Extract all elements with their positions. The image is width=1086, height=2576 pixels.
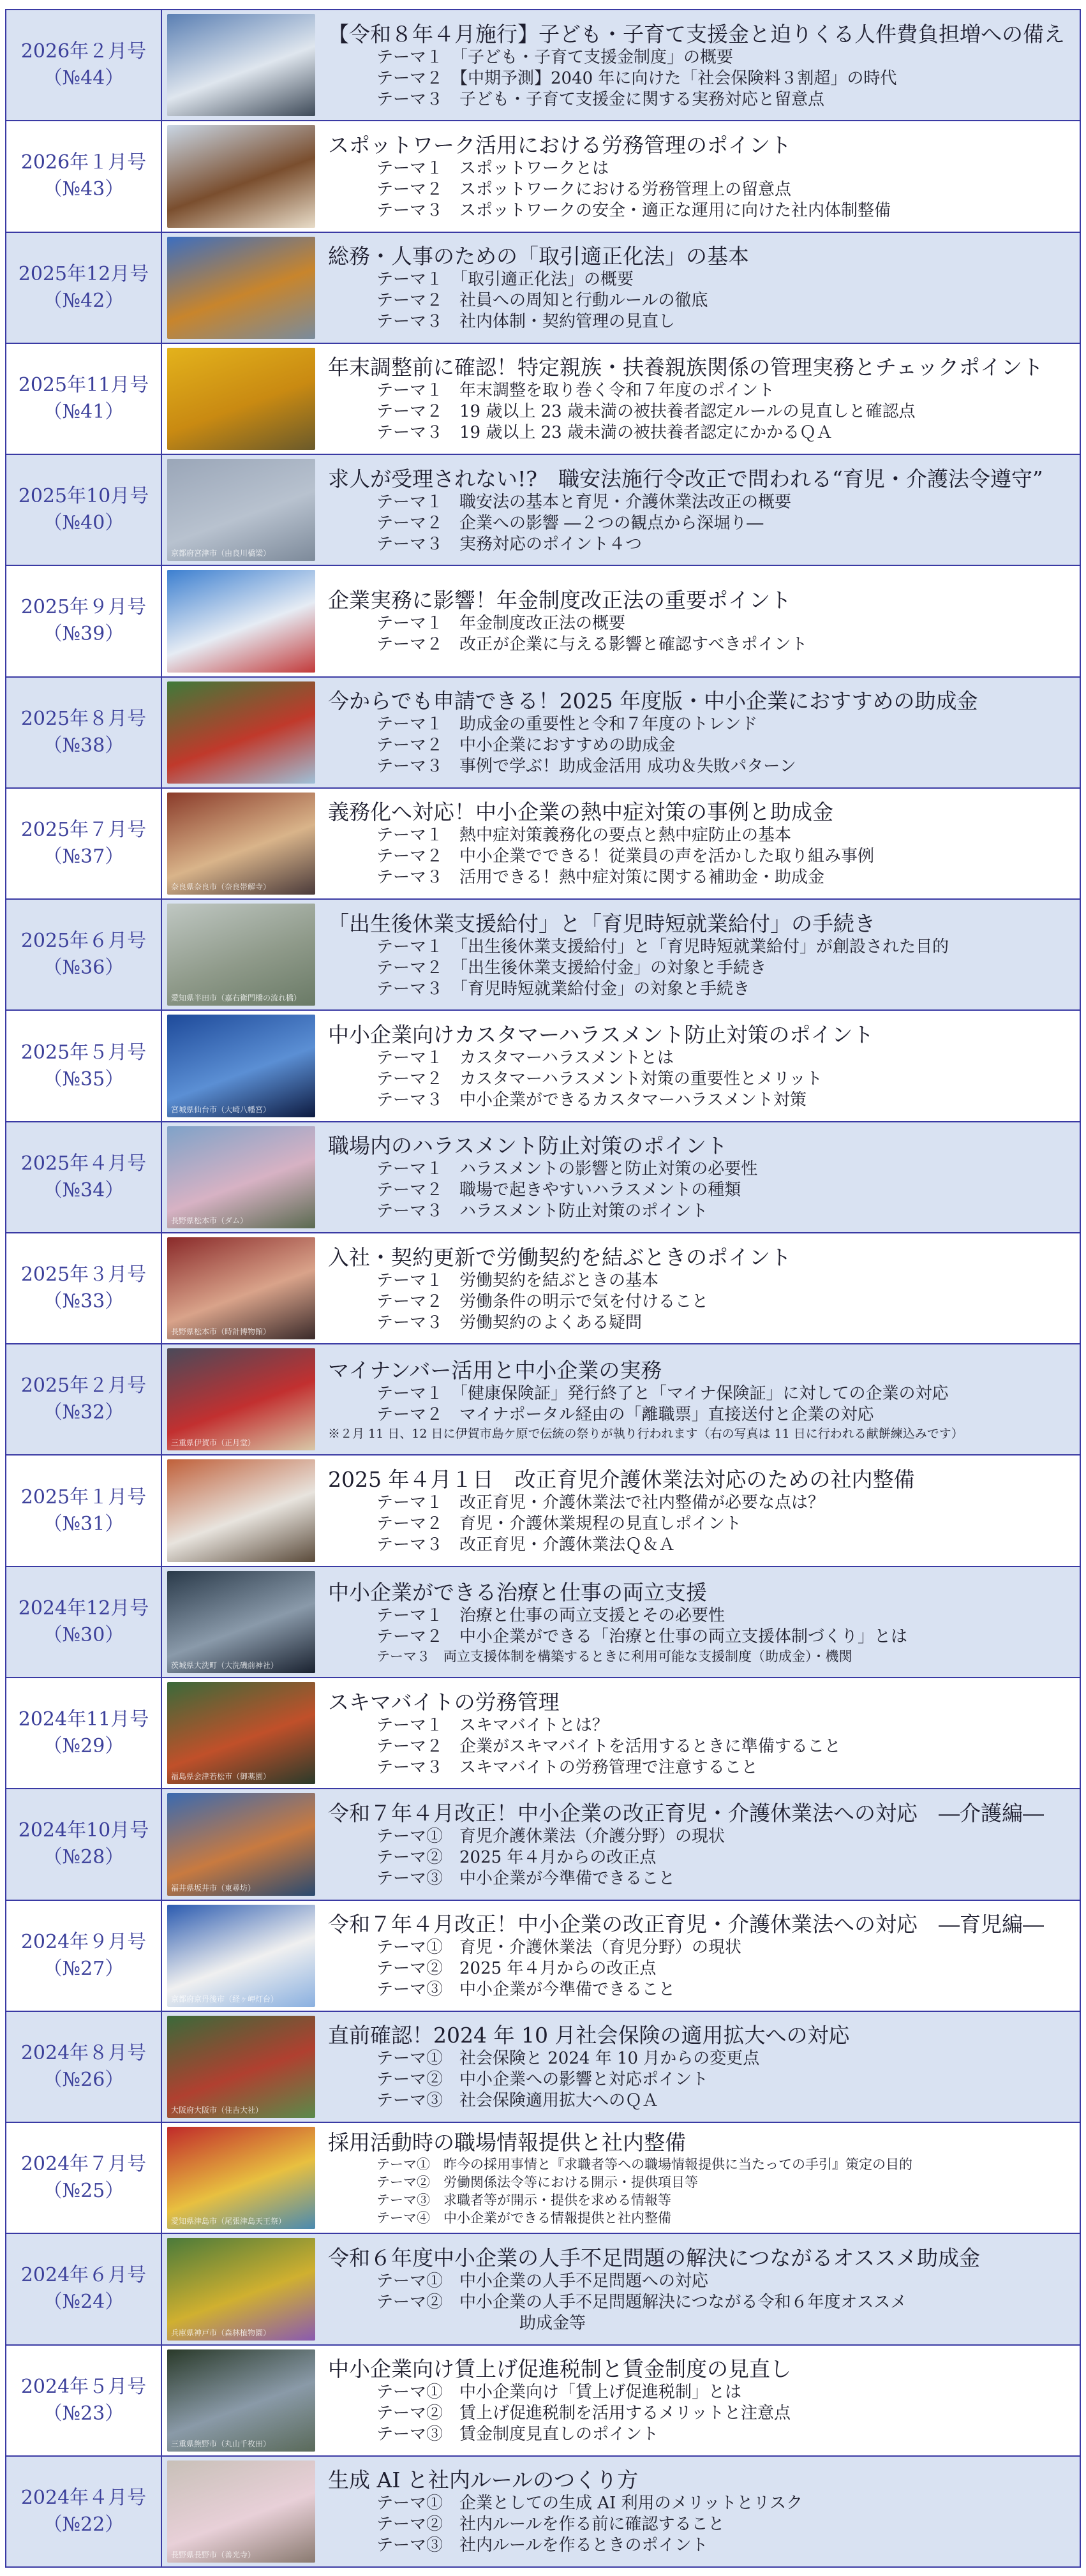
issue-row [6,454,1080,565]
issue-number: （№41） [43,400,124,423]
theme-item: テーマ３ 実務対応のポイント４つ [376,534,643,554]
theme-item: テーマ１ ハラスメントの影響と防止対策の必要性 [376,1159,758,1179]
theme-list [328,1826,1073,1889]
issue-date-cell [6,344,162,454]
issue-month: 2024年５月号 [20,2375,147,2398]
issue-number: （№36） [43,957,124,979]
thumbnail-cell [162,344,320,454]
content-cell [320,1011,1080,1120]
theme-item: テーマ２ 中小企業でできる！従業員の声を活かした取り組み事例 [376,847,875,867]
issue-month: 2024年６月号 [20,2264,147,2287]
thumbnail-cell [162,2346,320,2455]
theme-list [328,714,1073,777]
theme-item: テーマ１ スポットワークとは [376,158,609,178]
issue-date-cell [6,2457,162,2566]
theme-item: テーマ２ 【中期予測】2040 年に向けた「社会保険料３割超」の時代 [376,68,897,88]
issue-month: 2025年２月号 [20,1374,147,1397]
issue-title: 【令和８年４月施行】子ども・子育て支援金と迫りくる人件費負担増への備え [328,21,1065,47]
issue-number: （№34） [43,1179,124,1202]
photo-caption: 愛知県津島市（尾張津島天王祭） [171,2217,286,2226]
issue-date-cell [6,2012,162,2122]
theme-item: テーマ１ カスタマーハラスメントとは [376,1048,674,1068]
theme-item: テーマ２ 「出生後休業支援給付金」の対象と手続き [376,958,767,978]
photo-city-autumn [167,237,315,339]
photo-caption: 福島県会津若松市（御薬園） [171,1772,271,1782]
theme-item: テーマ③ 中小企業が今準備できること [376,1980,676,2000]
photo-lanterns [167,793,315,895]
theme-item: テーマ② 中小企業への影響と対応ポイント [376,2070,709,2090]
issue-date-cell [6,1233,162,1343]
issue-title: 総務・人事のための「取引適正化法」の基本 [328,244,749,269]
photo-river-bridge [167,904,315,1006]
content-cell [320,455,1080,565]
thumbnail-cell [162,566,320,676]
issue-number: （№33） [43,1290,124,1313]
issue-row [6,120,1080,231]
thumbnail-cell [162,121,320,231]
theme-item: テーマ２ スポットワークにおける労務管理上の留意点 [376,179,792,199]
theme-item: テーマ③ 社内ルールを作るときのポイント [376,2536,708,2556]
issue-month: 2024年８月号 [20,2041,147,2064]
issue-number: （№24） [43,2291,124,2314]
issue-month: 2025年12月号 [18,262,149,285]
thumbnail-cell [162,455,320,565]
photo-bridge-sea [167,459,315,561]
thumbnail-cell [162,2234,320,2344]
issue-title: 企業実務に影響！年金制度改正法の重要ポイント [328,588,791,613]
issue-date-cell [6,1122,162,1232]
theme-item: テーマ２ 労働条件の明示で気を付けること [376,1292,709,1311]
thumbnail-cell [162,1344,320,1454]
photo-caption: 長野県松本市（時計博物館） [171,1327,271,1337]
photo-caption: 宮城県仙台市（大崎八幡宮） [171,1105,271,1114]
issue-date-cell [6,2346,162,2455]
theme-item: テーマ１ 治療と仕事の両立支援とその必要性 [376,1605,725,1625]
issue-date-cell [6,1901,162,2011]
theme-item: テーマ１ 熱中症対策義務化の要点と熱中症防止の基本 [376,826,792,845]
photo-lake-sakura [167,1126,315,1228]
theme-list [328,1715,1073,1778]
theme-item: テーマ２ 中小企業におすすめの助成金 [376,736,676,756]
theme-item: テーマ１ 「子ども・子育て支援金制度」の概要 [376,47,734,67]
theme-item: テーマ① 育児介護休業法（介護分野）の現状 [376,1826,725,1846]
theme-item: テーマ２ 育児・介護休業規程の見直しポイント [376,1514,742,1534]
photo-red-gate [167,681,315,784]
issue-month: 2025年５月号 [20,1041,147,1064]
photo-hina-dolls [167,1237,315,1339]
photo-shrine-snow [167,1459,315,1561]
issue-date-cell [6,566,162,676]
theme-item: テーマ３ 両立支援体制を構築するときに利用可能な支援制度（助成金）・機関 [376,1648,852,1664]
theme-item: テーマ２ 中小企業ができる「治療と仕事の両立支援体制づくり」とは [376,1627,908,1646]
thumbnail-cell [162,1789,320,1899]
content-cell [320,1233,1080,1343]
theme-list [328,1937,1073,2000]
issue-number: （№25） [43,2180,124,2203]
issue-date-cell [6,455,162,565]
theme-list [328,2271,1073,2334]
issue-title: 直前確認！2024 年 10 月社会保険の適用拡大への対応 [328,2023,850,2048]
issue-number: （№42） [43,289,124,312]
thumbnail-cell [162,2457,320,2566]
photo-caption: 長野県松本市（ダム） [171,1216,248,1225]
issue-month: 2025年９月号 [20,596,147,619]
thumbnail-cell [162,1678,320,1788]
thumbnail-cell [162,789,320,898]
theme-item: テーマ３ スキマバイトの労務管理で注意すること [376,1757,758,1777]
content-cell [320,2012,1080,2122]
issue-number: （№37） [43,845,124,868]
issue-month: 2024年９月号 [20,1930,147,1953]
theme-list [328,1159,1073,1222]
photo-caption: 兵庫県神戸市（森林植物園） [171,2328,271,2337]
issue-date-cell [6,1789,162,1899]
theme-list [328,2155,1073,2227]
thumbnail-cell [162,2123,320,2233]
content-cell [320,1344,1080,1454]
issue-title: 令和６年度中小企業の人手不足問題の解決につながるオススメ助成金 [328,2245,981,2270]
issue-month: 2024年11月号 [18,1708,149,1731]
theme-list [328,825,1073,888]
photo-sky-sun [167,1015,315,1117]
issue-title: 「出生後休業支援給付」と「育児時短就業給付」の手続き [328,911,875,936]
theme-item: テーマ２ 職場で起きやすいハラスメントの種類 [376,1180,741,1200]
photo-caption: 福井県坂井市（東尋坊） [171,1883,256,1893]
issue-row [6,565,1080,676]
issue-number: （№44） [43,67,124,90]
theme-item: テーマ① 育児・介護休業法（育児分野）の現状 [376,1938,742,1958]
content-cell [320,1567,1080,1677]
theme-item: テーマ１ 年金制度改正法の概要 [376,614,626,634]
thumbnail-cell [162,1567,320,1677]
issue-date-cell [6,121,162,231]
issue-month: 2025年10月号 [18,485,149,508]
photo-caption: 大阪府大阪市（住吉大社） [171,2106,264,2115]
theme-list [328,613,1073,655]
issue-month: 2025年11月号 [18,373,149,396]
content-cell [320,2457,1080,2566]
theme-item: テーマ３ 労働契約のよくある疑問 [376,1313,643,1332]
content-cell [320,121,1080,231]
theme-list [328,1383,1073,1426]
issue-title: 中小企業向けカスタマーハラスメント防止対策のポイント [328,1022,874,1048]
issue-number: （№23） [43,2402,124,2425]
content-cell [320,566,1080,676]
photo-rice-terrace [167,2349,315,2452]
issue-date-cell [6,1678,162,1788]
theme-list [328,1048,1073,1111]
issue-number: （№43） [43,178,124,201]
thumbnail-cell [162,1233,320,1343]
issue-row [6,787,1080,898]
theme-item: テーマ③ 求職者等が開示・提供を求める情報等 [376,2193,671,2208]
theme-item: テーマ２ 改正が企業に与える影響と確認すべきポイント [376,635,808,655]
issue-month: 2025年８月号 [20,707,147,730]
thumbnail-cell [162,1456,320,1565]
theme-item: テーマ２ カスタマーハラスメント対策の重要性とメリット [376,1069,822,1089]
issue-row [6,2122,1080,2233]
theme-list [328,2382,1073,2445]
theme-item: テーマ② 2025 年４月からの改正点 [376,1959,657,1979]
photo-shrine-gate [167,125,315,227]
issue-month: 2025年６月号 [20,930,147,953]
issue-row [6,1788,1080,1899]
issue-title: 中小企業ができる治療と仕事の両立支援 [328,1579,707,1605]
issue-title: 求人が受理されない!? 職安法施行令改正で問われる“育児・介護法令遵守” [328,466,1043,491]
issue-number: （№31） [43,1512,124,1535]
issue-row [6,2011,1080,2122]
issue-title: 令和７年４月改正！中小企業の改正育児・介護休業法への対応 ―育児編― [328,1912,1044,1937]
issue-title: スキマバイトの労務管理 [328,1689,560,1715]
issue-row [6,1900,1080,2011]
issue-month: 2024年７月号 [20,2153,147,2176]
issue-number: （№26） [43,2068,124,2091]
issue-number: （№39） [43,623,124,646]
theme-item: テーマ３ 改正育児・介護休業法Ｑ＆Ａ [376,1535,676,1555]
theme-item: テーマ１ 「健康保険証」発行終了と「マイナ保険証」に対しての企業の対応 [376,1384,949,1404]
issue-row [6,2233,1080,2344]
issue-date-cell [6,678,162,787]
theme-item: テーマ２ 社員への周知と行動ルールの徹底 [376,291,708,311]
photo-festival [167,1348,315,1450]
photo-caption: 長野県長野市（善光寺） [171,2550,256,2560]
theme-list [328,1270,1073,1334]
issue-number: （№27） [43,1957,124,1980]
theme-list [328,937,1073,1000]
photo-flowers [167,2238,315,2340]
theme-list [328,2048,1073,2111]
theme-item: テーマ１ 「出生後休業支援給付」と「育児時短就業給付」が創設された目的 [376,937,949,957]
photo-caption: 京都府京丹後市（経ヶ岬灯台） [171,1994,279,2004]
theme-item: テーマ２ 19 歳以上 23 歳未満の被扶養者認定ルールの見直しと確認点 [376,402,916,422]
issue-title: 中小企業向け賃上げ促進税制と賃金制度の見直し [328,2356,791,2382]
issue-row [6,1677,1080,1788]
issue-date-cell [6,789,162,898]
photo-caption: 三重県伊賀市（正月堂） [171,1438,256,1448]
photo-autumn-garden [167,1682,315,1784]
theme-item: テーマ１ 職安法の基本と育児・介護休業法改正の概要 [376,492,792,512]
issue-row [6,676,1080,787]
content-cell [320,1456,1080,1565]
issue-number: （№30） [43,1623,124,1646]
theme-item: テーマ② 社内ルールを作る前に確認すること [376,2515,725,2535]
issue-row [6,2344,1080,2455]
issue-number: （№29） [43,1735,124,1758]
issue-number: （№40） [43,512,124,535]
issue-title: 2025 年４月１日 改正育児介護休業法対応のための社内整備 [328,1467,915,1493]
theme-item: テーマ① 社会保険と 2024 年 10 月からの変更点 [376,2049,760,2069]
issue-title: 令和７年４月改正！中小企業の改正育児・介護休業法への対応 ―介護編― [328,1800,1044,1826]
issue-row [6,1343,1080,1454]
photo-cherry-town [167,2461,315,2563]
theme-list [328,380,1073,443]
issue-number: （№32） [43,1401,124,1424]
thumbnail-cell [162,2012,320,2122]
theme-list [328,1493,1073,1556]
content-cell [320,1678,1080,1788]
issue-number: （№22） [43,2513,124,2536]
theme-item: テーマ２ 企業への影響 ―２つの観点から深堀り― [376,513,764,533]
theme-item: テーマ３ ハラスメント防止対策のポイント [376,1202,708,1221]
issue-title: 年末調整前に確認！特定親族・扶養親族関係の管理実務とチェックポイント [328,355,1044,380]
theme-item: テーマ① 昨今の採用事情と『求職者等への職場情報提供に当たっての手引』策定の目的 [376,2157,912,2173]
content-cell [320,678,1080,787]
theme-list [328,2493,1073,2556]
photo-clouds-mountain [167,1571,315,1673]
issue-date-cell [6,900,162,1009]
theme-item: テーマ１ スキマバイトとは？ [376,1715,609,1735]
theme-item: テーマ② 中小企業の人手不足問題解決につながる令和６年度オススメ 助成金等 [376,2292,907,2333]
thumbnail-cell [162,678,320,787]
content-cell [320,2123,1080,2233]
photo-caption: 愛知県半田市（嘉右衛門橋の流れ橋） [171,994,302,1003]
photo-arch-bridge [167,2016,315,2118]
theme-item: テーマ３ 活用できる！熱中症対策に関する補助金・助成金 [376,868,825,888]
photo-caption: 奈良県奈良市（奈良帯解寺） [171,882,271,892]
content-cell [320,1789,1080,1899]
theme-item: テーマ③ 社会保険適用拡大へのＱＡ [376,2091,659,2111]
theme-item: テーマ３ 「育児時短就業給付金」の対象と手続き [376,979,750,999]
issue-title: 職場内のハラスメント防止対策のポイント [328,1133,728,1159]
theme-item: テーマ２ マイナポータル経由の「離職票」直接送付と企業の対応 [376,1405,874,1425]
issue-row [6,232,1080,343]
content-cell [320,789,1080,898]
theme-list [328,269,1073,332]
issue-title: 生成 AI と社内ルールのつくり方 [328,2468,639,2493]
content-cell [320,233,1080,343]
photo-coast [167,1793,315,1895]
thumbnail-cell [162,233,320,343]
issue-date-cell [6,10,162,120]
issue-title: マイナンバー活用と中小企業の実務 [328,1358,662,1383]
content-cell [320,1122,1080,1232]
issue-date-cell [6,1011,162,1120]
issue-number: （№28） [43,1846,124,1869]
photo-ginkgo [167,348,315,450]
issue-number: （№38） [43,734,124,757]
issue-row [6,343,1080,454]
issue-date-cell [6,2123,162,2233]
theme-item: テーマ３ スポットワークの安全・適正な運用に向けた社内体制整備 [376,200,891,220]
issue-date-cell [6,2234,162,2344]
issue-row [6,2455,1080,2566]
issue-month: 2025年７月号 [20,818,147,841]
theme-list [328,158,1073,221]
content-cell [320,2234,1080,2344]
issue-month: 2025年４月号 [20,1152,147,1175]
photo-mountain-snow [167,14,315,116]
theme-item: テーマ３ 中小企業ができるカスタマーハラスメント対策 [376,1091,807,1110]
issue-table [5,9,1081,2568]
photo-caption: 茨城県大洗町（大洗磯前神社） [171,1660,279,1670]
issue-number: （№35） [43,1068,124,1091]
theme-item: テーマ１ 改正育児・介護休業法で社内整備が必要な点は？ [376,1493,825,1513]
theme-item: テーマ② 2025 年４月からの改正点 [376,1847,657,1867]
issue-date-cell [6,233,162,343]
issue-row [6,1454,1080,1565]
theme-item: テーマ③ 賃金制度見直しのポイント [376,2425,659,2445]
photo-caption: 京都府宮津市（由良川橋梁） [171,549,271,558]
photo-daruma [167,570,315,672]
content-cell [320,2346,1080,2455]
issue-title: スポットワーク活用における労務管理のポイント [328,132,791,158]
issue-row [6,10,1080,120]
issue-month: 2025年１月号 [20,1485,147,1508]
thumbnail-cell [162,10,320,120]
issue-month: 2024年12月号 [18,1597,149,1619]
theme-item: テーマ３ 子ども・子育て支援金に関する実務対応と留意点 [376,89,825,109]
issue-date-cell [6,1567,162,1677]
issue-title: 入社・契約更新で労働契約を結ぶときのポイント [328,1244,791,1270]
thumbnail-cell [162,1901,320,2011]
theme-item: テーマ１ 労働契約を結ぶときの基本 [376,1270,659,1290]
content-cell [320,900,1080,1009]
theme-list [328,492,1073,555]
thumbnail-cell [162,1011,320,1120]
issue-row [6,1121,1080,1232]
issue-month: 2026年１月号 [20,151,147,174]
issue-date-cell [6,1456,162,1565]
theme-item: テーマ１ 年末調整を取り巻く令和７年度のポイント [376,381,775,401]
theme-item: テーマ３ 事例で学ぶ！助成金活用 成功＆失敗パターン [376,757,796,777]
issue-row [6,1009,1080,1120]
issue-row [6,1566,1080,1677]
content-cell [320,10,1080,120]
issue-title: 義務化へ対応！中小企業の熱中症対策の事例と助成金 [328,800,833,825]
theme-item: テーマ１ 助成金の重要性と令和７年度のトレンド [376,715,758,734]
theme-item: テーマ① 企業としての生成 AI 利用のメリットとリスク [376,2494,803,2513]
issue-month: 2024年10月号 [18,1819,149,1842]
theme-item: テーマ３ 社内体制・契約管理の見直し [376,312,676,332]
photo-lighthouse [167,1905,315,2007]
issue-date-cell [6,1344,162,1454]
theme-item: テーマ３ 19 歳以上 23 歳未満の被扶養者認定にかかるＱＡ [376,423,833,443]
theme-item: テーマ③ 中小企業が今準備できること [376,1868,676,1888]
thumbnail-cell [162,1122,320,1232]
issue-title: 今からでも申請できる！2025 年度版・中小企業におすすめの助成金 [328,689,978,714]
issue-month: 2026年２月号 [20,40,147,63]
thumbnail-cell [162,900,320,1009]
theme-list [328,1605,1073,1665]
content-cell [320,1901,1080,2011]
theme-item: テーマ１ 「取引適正化法」の概要 [376,270,634,290]
issue-note: ※２月 11 日、12 日に伊賀市島ケ原で伝統の祭りが執り行われます（右の写真は 11 日に行われる献餅練込みです） [328,1427,963,1441]
theme-list [328,47,1073,110]
theme-item: テーマ２ 企業がスキマバイトを活用するときに準備すること [376,1736,841,1756]
theme-item: テーマ② 労働関係法令等における開示・提供項目等 [376,2175,698,2191]
issue-month: 2025年３月号 [20,1263,147,1286]
photo-caption: 三重県熊野市（丸山千枚田） [171,2439,271,2448]
issue-title: 採用活動時の職場情報提供と社内整備 [328,2130,686,2155]
theme-item: テーマ④ 中小企業ができる情報提供と社内整備 [376,2210,671,2226]
issue-row [6,898,1080,1009]
theme-item: テーマ① 中小企業向け「賃上げ促進税制」とは [376,2383,742,2402]
issue-month: 2024年４月号 [20,2486,147,2509]
theme-item: テーマ① 中小企業の人手不足問題への対応 [376,2271,709,2291]
content-cell [320,344,1080,454]
photo-festival-float [167,2127,315,2229]
theme-item: テーマ② 賃上げ促進税制を活用するメリットと注意点 [376,2404,791,2423]
issue-row [6,1232,1080,1343]
